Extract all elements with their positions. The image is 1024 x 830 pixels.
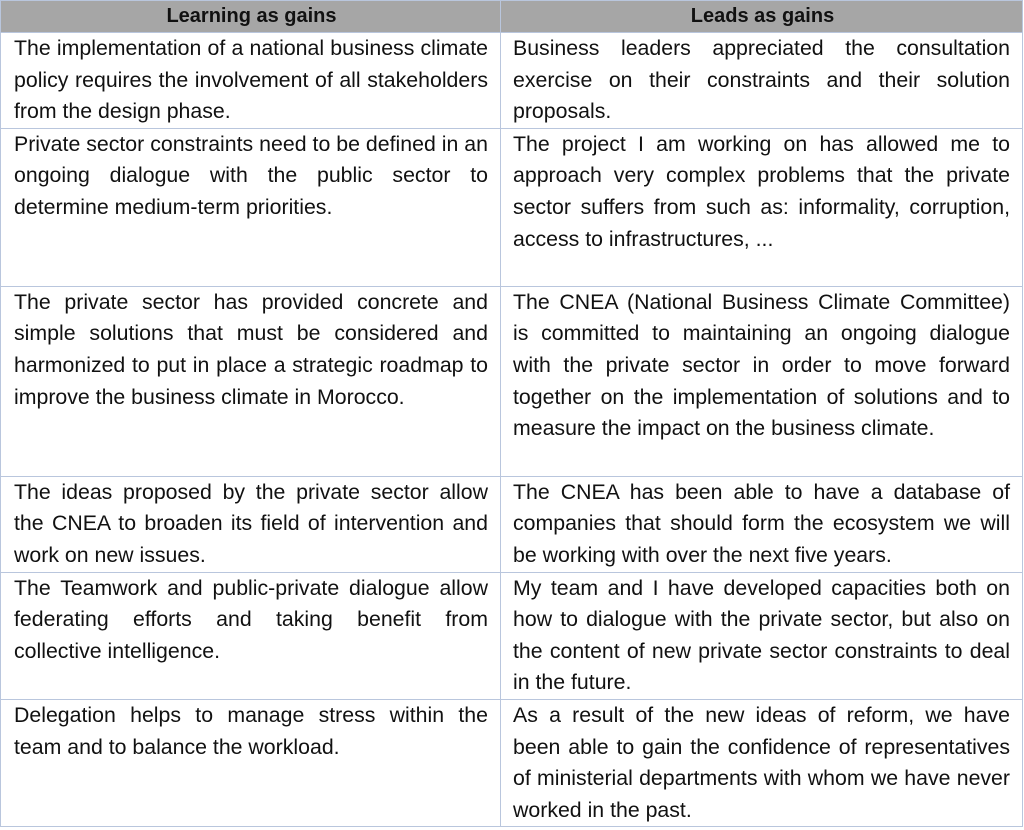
table-row bbox=[1, 572, 1023, 699]
leads-cell: The CNEA has been able to have a database of companies that should form the ecosystem we will be working with over the next five years. bbox=[501, 476, 1023, 572]
learning-cell: The implementation of a national business climate policy requires the involvement of all stakeholders from the design phase. bbox=[1, 33, 501, 129]
learning-cell: Private sector constraints need to be defined in an ongoing dialogue with the public sector to determine medium-term priorities. bbox=[1, 128, 501, 286]
header-row bbox=[1, 1, 1023, 33]
table-row bbox=[1, 476, 1023, 572]
header-learning: Learning as gains bbox=[1, 1, 501, 33]
learning-cell: The ideas proposed by the private sector allow the CNEA to broaden its field of intervention and work on new issues. bbox=[1, 476, 501, 572]
table-row bbox=[1, 128, 1023, 286]
leads-cell: As a result of the new ideas of reform, we have been able to gain the confidence of representatives of ministerial departments with whom we have never worked in the past. bbox=[501, 699, 1023, 826]
learning-cell: The Teamwork and public-private dialogue allow federating efforts and taking benefit from collective intelligence. bbox=[1, 572, 501, 699]
leads-cell: The CNEA (National Business Climate Committee) is committed to maintaining an ongoing dialogue with the private sector in order to move forward together on the implementation of solutions and to measure the impact on the business climate. bbox=[501, 286, 1023, 476]
leads-cell: Business leaders appreciated the consultation exercise on their constraints and their solution proposals. bbox=[501, 33, 1023, 129]
table-row bbox=[1, 286, 1023, 476]
header-leads: Leads as gains bbox=[501, 1, 1023, 33]
learning-cell: The private sector has provided concrete and simple solutions that must be considered and harmonized to put in place a strategic roadmap to improve the business climate in Morocco. bbox=[1, 286, 501, 476]
leads-cell: My team and I have developed capacities both on how to dialogue with the private sector, but also on the content of new private sector constraints to deal in the future. bbox=[501, 572, 1023, 699]
table-row bbox=[1, 699, 1023, 826]
leads-cell: The project I am working on has allowed me to approach very complex problems that the private sector suffers from such as: informality, corruption, access to infrastructures, ... bbox=[501, 128, 1023, 286]
table-row bbox=[1, 33, 1023, 129]
learning-cell: Delegation helps to manage stress within the team and to balance the workload. bbox=[1, 699, 501, 826]
